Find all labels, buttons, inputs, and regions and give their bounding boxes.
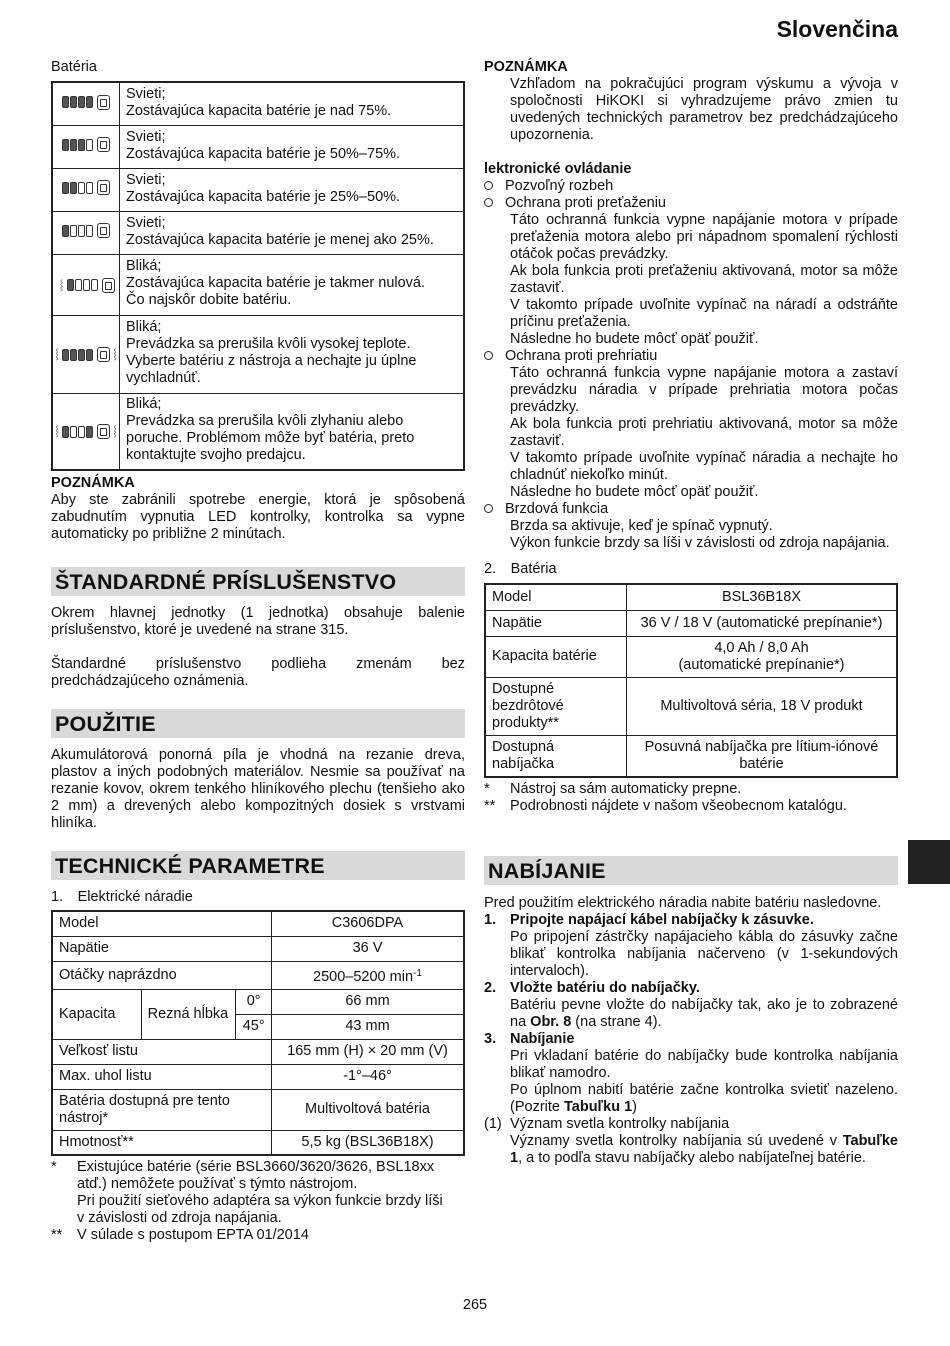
text-run: Významy svetla kontrolky nabíjania sú uvedené v: [510, 1133, 843, 1149]
step-text: [484, 1082, 898, 1116]
footnote: [484, 798, 898, 815]
cell-label: Kapacita batérie: [485, 636, 627, 677]
cell-label: Rezná hĺbka: [141, 989, 236, 1039]
text-run: Batériu pevne vložte do nabíjačky tak, ako je to zobrazené na: [510, 997, 898, 1030]
description-line: Prevádzka sa prerušila kvôli vysokej teplote.: [126, 336, 411, 352]
battery-level-icon: [62, 95, 110, 110]
note-title: POZNÁMKA: [484, 59, 568, 75]
battery-segment-icon: [78, 225, 85, 237]
left-column: [51, 59, 465, 543]
description-line: Čo najskôr dobite batériu.: [126, 292, 292, 308]
circle-bullet-icon: [484, 351, 493, 360]
battery-segment-icon: [78, 96, 85, 108]
cell-label: Napätie: [52, 936, 272, 961]
cell-label: Otáčky naprázdno: [52, 961, 272, 989]
cell-label: 45°: [236, 1014, 272, 1039]
description-line: Svieti;: [126, 85, 166, 102]
cell-value: 165 mm (H) × 20 mm (V): [272, 1039, 465, 1064]
feature-label: Ochrana proti prehriatiu: [505, 348, 658, 364]
battery-level-icon: [62, 137, 110, 152]
battery-indicator-row: [52, 393, 464, 470]
description-line: Zostávajúca kapacita batérie je menej ako 25%.: [126, 231, 434, 248]
battery-spec-table: [484, 583, 898, 778]
feature-description: Táto ochranná funkcia vypne napájanie motora v prípade preťaženia motora alebo pri nápadnom spomalení rýchlosti otáčok počas prevádzky.: [510, 212, 898, 262]
battery-segment-icon: [86, 426, 93, 438]
battery-level-icon: [62, 223, 110, 238]
description-line: Zostávajúca kapacita batérie je 50%–75%.: [126, 145, 401, 162]
feature-label: Brzdová funkcia: [505, 501, 609, 517]
indicator-cell: [52, 82, 120, 125]
feature-item: [484, 178, 898, 195]
description-line: Vyberte batériu z nástroja a nechajte ju úplne: [126, 353, 417, 369]
paragraph: Pred použitím elektrického náradia nabite batériu nasledovne.: [484, 895, 882, 911]
battery-icon: [97, 95, 110, 110]
blink-mark-icon: ⸾: [59, 279, 64, 291]
section-standard-accessories: [51, 567, 465, 690]
battery-segment-icon: [86, 139, 93, 151]
section-heading: NABÍJANIE: [484, 856, 898, 885]
footnote-text: Podrobnosti nájdete v našom všeobecnom katalógu.: [510, 797, 847, 814]
section-usage: [51, 709, 465, 832]
footnote-line: Existujúce batérie (série BSL3660/3620/3626, BSL18xx: [77, 1159, 435, 1175]
battery-level-icon: [53, 346, 119, 363]
cell-value: 36 V: [272, 936, 465, 961]
battery-indicator-row: [52, 254, 464, 315]
description-line: kontaktujte svojho predajcu.: [126, 447, 306, 464]
text-run: , a to podľa stavu nabíjačky alebo nabíjateľnej batérie.: [518, 1150, 866, 1166]
cell-label: Hmotnosť**: [52, 1130, 272, 1155]
cell-value: BSL36B18X: [627, 584, 898, 610]
cell-value: 43 mm: [272, 1014, 465, 1039]
value-line: Posuvná nabíjačka pre lítium-iónové: [644, 738, 879, 755]
battery-level-icon: [53, 423, 119, 440]
battery-icon: [97, 347, 110, 362]
cell-label: Veľkosť listu: [52, 1039, 272, 1064]
blink-mark-icon: ⸾: [113, 426, 117, 438]
step: [484, 1116, 898, 1133]
description-line: Bliká;: [126, 258, 162, 274]
indicator-cell: [52, 168, 120, 211]
footnote-text: Nástroj sa sám automaticky prepne.: [510, 780, 742, 797]
circle-bullet-icon: [484, 504, 493, 513]
text-run: Po úplnom nabití batérie začne kontrolka svietiť nazeleno. (Pozrite: [510, 1082, 898, 1115]
label-line: Dostupná: [492, 738, 555, 755]
feature-description: Ak bola funkcia proti prehriatiu aktivovaná, motor sa môže zastaviť.: [510, 416, 898, 449]
battery-segment-icon: [67, 279, 74, 291]
cell-label: Max. uhol listu: [52, 1064, 272, 1089]
cell-label: [485, 677, 627, 735]
note-title: POZNÁMKA: [51, 475, 135, 491]
battery-segment-icon: [86, 349, 93, 361]
cell-label: Batéria dostupná pre tento nástroj*: [52, 1089, 272, 1130]
blink-mark-icon: ⸾: [113, 349, 117, 360]
feature-description: Následne ho budete môcť opäť použiť.: [510, 331, 759, 347]
battery-indicator-table: [51, 81, 465, 471]
cell-value: Multivoltová batéria: [272, 1089, 465, 1130]
battery-segment-icon: [70, 96, 77, 108]
description-line: poruche. Problémom môže byť batéria, preto: [126, 430, 415, 447]
step-text: [484, 1133, 898, 1167]
battery-indicator-row: [52, 315, 464, 393]
battery-segment-icon: [91, 279, 98, 291]
step-text: Po pripojení zástrčky napájacieho kábla do zásuvky začne blikať kontrolka nabíjania načerveno (v 1-sekundových intervaloch).: [510, 929, 898, 979]
footnote-mark: *: [484, 780, 490, 797]
cell-value: [272, 961, 465, 989]
description-line: Svieti;: [126, 171, 166, 188]
battery-icon: [97, 137, 110, 152]
battery-indicator-row: [52, 211, 464, 254]
indicator-cell: [52, 393, 120, 470]
battery-segment-icon: [70, 349, 77, 361]
section-heading: POUŽITIE: [51, 709, 465, 738]
feature-item: [484, 501, 898, 518]
indicator-description: [120, 211, 465, 254]
section-tab-marker: [908, 840, 950, 884]
battery-segment-icon: [62, 225, 69, 237]
battery-segment-icon: [78, 426, 85, 438]
description-line: Zostávajúca kapacita batérie je takmer nulová.: [126, 275, 426, 291]
cell-label: Kapacita: [52, 989, 141, 1039]
battery-segment-icon: [62, 139, 69, 151]
cell-value: 66 mm: [272, 989, 465, 1014]
footnote-mark: *: [51, 1159, 57, 1175]
paragraph: Akumulátorová ponorná píla je vhodná na rezanie dreva, plastov a iných podobných materiálov. Nesmie sa používať na rezanie kovov, okrem tenkého hliníkového plechu (tenšieho ako 2 mm) a drevených alebo kompozitných dosiek s vrstvami hliníka.: [51, 747, 465, 831]
indicator-description: [120, 315, 465, 393]
footnote: [51, 1159, 465, 1227]
feature-description: Brzda sa aktivuje, keď je spínač vypnutý.: [510, 518, 773, 534]
section-charging: [484, 856, 898, 1167]
battery-segment-icon: [75, 279, 82, 291]
battery-segment-icon: [70, 225, 77, 237]
battery-segment-icon: [86, 225, 93, 237]
value-line: 4,0 Ah / 8,0 Ah: [714, 639, 809, 656]
description-line: Svieti;: [126, 128, 166, 145]
cell-label: 0°: [236, 989, 272, 1014]
blink-mark-icon: ⸾: [55, 426, 59, 438]
value-line: (automatické prepínanie*): [678, 656, 845, 673]
label-line: nabíjačka: [492, 755, 555, 772]
step-title: Význam svetla kontrolky nabíjania: [510, 1116, 730, 1132]
electronic-control-list: [484, 178, 898, 552]
battery-segment-icon: [70, 182, 77, 194]
description-line: Bliká;: [126, 396, 162, 413]
table-reference: Tabuľke 1: [510, 1133, 898, 1166]
step-text: Pri vkladaní batérie do nabíjačky bude kontrolka nabíjania blikať namodro.: [510, 1048, 898, 1081]
step: [484, 912, 898, 929]
battery-segment-icon: [86, 96, 93, 108]
battery-indicator-row: [52, 125, 464, 168]
cell-value: [627, 636, 898, 677]
footnote-line: v závislosti od zdroja napájania.: [77, 1210, 282, 1226]
battery-segment-icon: [62, 349, 69, 361]
tool-spec-table: [51, 910, 465, 1156]
description-line: vychladnúť.: [126, 370, 201, 386]
battery-icon: [102, 278, 115, 293]
footnote-mark: **: [484, 797, 496, 814]
paragraph: Štandardné príslušenstvo podlieha zmenám bez predchádzajúceho oznámenia.: [51, 656, 465, 689]
battery-label: Batéria: [51, 59, 97, 75]
battery-indicator-row: [52, 82, 464, 125]
indicator-description: [120, 393, 465, 470]
feature-description: Výkon funkcie brzdy sa líši v závislosti od zdroja napájania.: [510, 535, 890, 551]
cell-label: [485, 735, 627, 777]
battery-segment-icon: [78, 349, 85, 361]
figure-reference: Obr. 8: [530, 1014, 572, 1030]
battery-segment-icon: [86, 182, 93, 194]
footnote-text: V súlade s postupom EPTA 01/2014: [77, 1227, 309, 1243]
circle-bullet-icon: [484, 181, 493, 190]
noload-value: 2500–5200 min: [313, 968, 414, 985]
language-label: Slovenčina: [776, 16, 898, 42]
page-number: 265: [462, 1297, 488, 1313]
circle-bullet-icon: [484, 198, 493, 207]
indicator-description: [120, 254, 465, 315]
description-line: Bliká;: [126, 319, 162, 335]
battery-level-icon: [58, 277, 115, 294]
electronic-control-title: lektronické ovládanie: [484, 161, 632, 177]
battery-segment-icon: [78, 139, 85, 151]
label-line: Dostupné: [492, 680, 555, 697]
feature-description: V takomto prípade uvoľnite vypínač na náradí a odstráňte príčinu preťaženia.: [510, 297, 898, 330]
feature-label: Ochrana proti preťaženiu: [505, 195, 667, 211]
step-number: (1): [484, 1116, 502, 1132]
battery-segment-icon: [62, 182, 69, 194]
description-line: Prevádzka sa prerušila kvôli zlyhaniu alebo: [126, 413, 404, 430]
battery-indicator-row: [52, 168, 464, 211]
indicator-cell: [52, 254, 120, 315]
description-line: Zostávajúca kapacita batérie je 25%–50%.: [126, 188, 401, 205]
indicator-description: [120, 82, 465, 125]
indicator-description: [120, 168, 465, 211]
description-line: Zostávajúca kapacita batérie je nad 75%.: [126, 102, 392, 119]
step: [484, 980, 898, 997]
step-number: 1.: [484, 912, 497, 928]
cell-label: Model: [52, 911, 272, 936]
footnote-line: atď.) nemôžete používať s týmto nástrojom.: [77, 1176, 358, 1192]
unit-superscript: -1: [413, 967, 422, 979]
text-run: (na strane 4).: [571, 1014, 662, 1030]
step-title: Vložte batériu do nabíjačky.: [510, 980, 700, 996]
battery-segment-icon: [62, 426, 69, 438]
note-text: Aby ste zabránili spotrebe energie, ktorá je spôsobená zabudnutím vypnutia LED kontrolky, kontrolka sa vypne automaticky po približne 2 minútach.: [51, 492, 465, 542]
section-heading: TECHNICKÉ PARAMETRE: [51, 851, 465, 880]
cell-value: 36 V / 18 V (automatické prepínanie*): [627, 610, 898, 636]
text-run: ): [632, 1099, 638, 1115]
feature-description: V takomto prípade uvoľnite vypínač náradia a nechajte ho chladnúť niekoľko minút.: [510, 450, 898, 483]
battery-segment-icon: [70, 426, 77, 438]
battery-segment-icon: [78, 182, 85, 194]
table-reference: Tabuľku 1: [564, 1099, 633, 1115]
right-column: [484, 59, 898, 815]
cell-value: C3606DPA: [272, 911, 465, 936]
indicator-description: [120, 125, 465, 168]
cell-value: -1°–46°: [272, 1064, 465, 1089]
step-title: Nabíjanie: [510, 1031, 575, 1047]
battery-segment-icon: [62, 96, 69, 108]
indicator-cell: [52, 211, 120, 254]
footnote: [484, 781, 898, 798]
cell-label: Model: [485, 584, 627, 610]
cell-value: [627, 735, 898, 777]
value-line: batérie: [739, 755, 784, 772]
step-title: Pripojte napájací kábel nabíjačky k zásuvke.: [510, 912, 814, 928]
feature-description: Následne ho budete môcť opäť použiť.: [510, 484, 759, 500]
footnote: [51, 1227, 465, 1244]
subheading: 1. Elektrické náradie: [51, 889, 193, 905]
step-text: [484, 997, 898, 1031]
battery-icon: [97, 424, 110, 439]
blink-mark-icon: ⸾: [55, 349, 59, 360]
label-line: bezdrôtové: [492, 697, 564, 714]
note-text: Vzhľadom na pokračujúci program výskumu a vývoja v spoločnosti HiKOKI si vyhradzujeme právo zmien tu uvedených technických parametrov bez predchádzajúceho upozornenia.: [510, 76, 898, 143]
section-tech-params: [51, 851, 465, 1244]
step-number: 2.: [484, 980, 497, 996]
cell-label: Napätie: [485, 610, 627, 636]
battery-segment-icon: [83, 279, 90, 291]
feature-description: Táto ochranná funkcia vypne napájanie motora a zastaví prevádzku náradia v prípade prehriatia motora počas prevádzky.: [510, 365, 898, 415]
battery-icon: [97, 223, 110, 238]
battery-segment-icon: [70, 139, 77, 151]
feature-label: Pozvoľný rozbeh: [505, 178, 614, 194]
battery-level-icon: [62, 180, 110, 195]
subheading: 2. Batéria: [484, 561, 557, 577]
cell-value: Multivoltová séria, 18 V produkt: [627, 677, 898, 735]
footnote-line: Pri použití sieťového adaptéra sa výkon funkcie brzdy líši: [77, 1193, 443, 1209]
description-line: Svieti;: [126, 214, 166, 231]
feature-item: [484, 195, 898, 212]
feature-item: [484, 348, 898, 365]
battery-icon: [97, 180, 110, 195]
paragraph: Okrem hlavnej jednotky (1 jednotka) obsahuje balenie príslušenstvo, ktoré je uvedené na strane 315.: [51, 605, 465, 638]
indicator-cell: [52, 125, 120, 168]
feature-description: Ak bola funkcia proti preťaženiu aktivovaná, motor sa môže zastaviť.: [510, 263, 898, 296]
label-line: produkty**: [492, 714, 559, 731]
section-heading: ŠTANDARDNÉ PRÍSLUŠENSTVO: [51, 567, 465, 596]
footnote-mark: **: [51, 1227, 63, 1243]
step-number: 3.: [484, 1031, 497, 1047]
step: [484, 1031, 898, 1048]
indicator-cell: [52, 315, 120, 393]
cell-value: 5,5 kg (BSL36B18X): [272, 1130, 465, 1155]
